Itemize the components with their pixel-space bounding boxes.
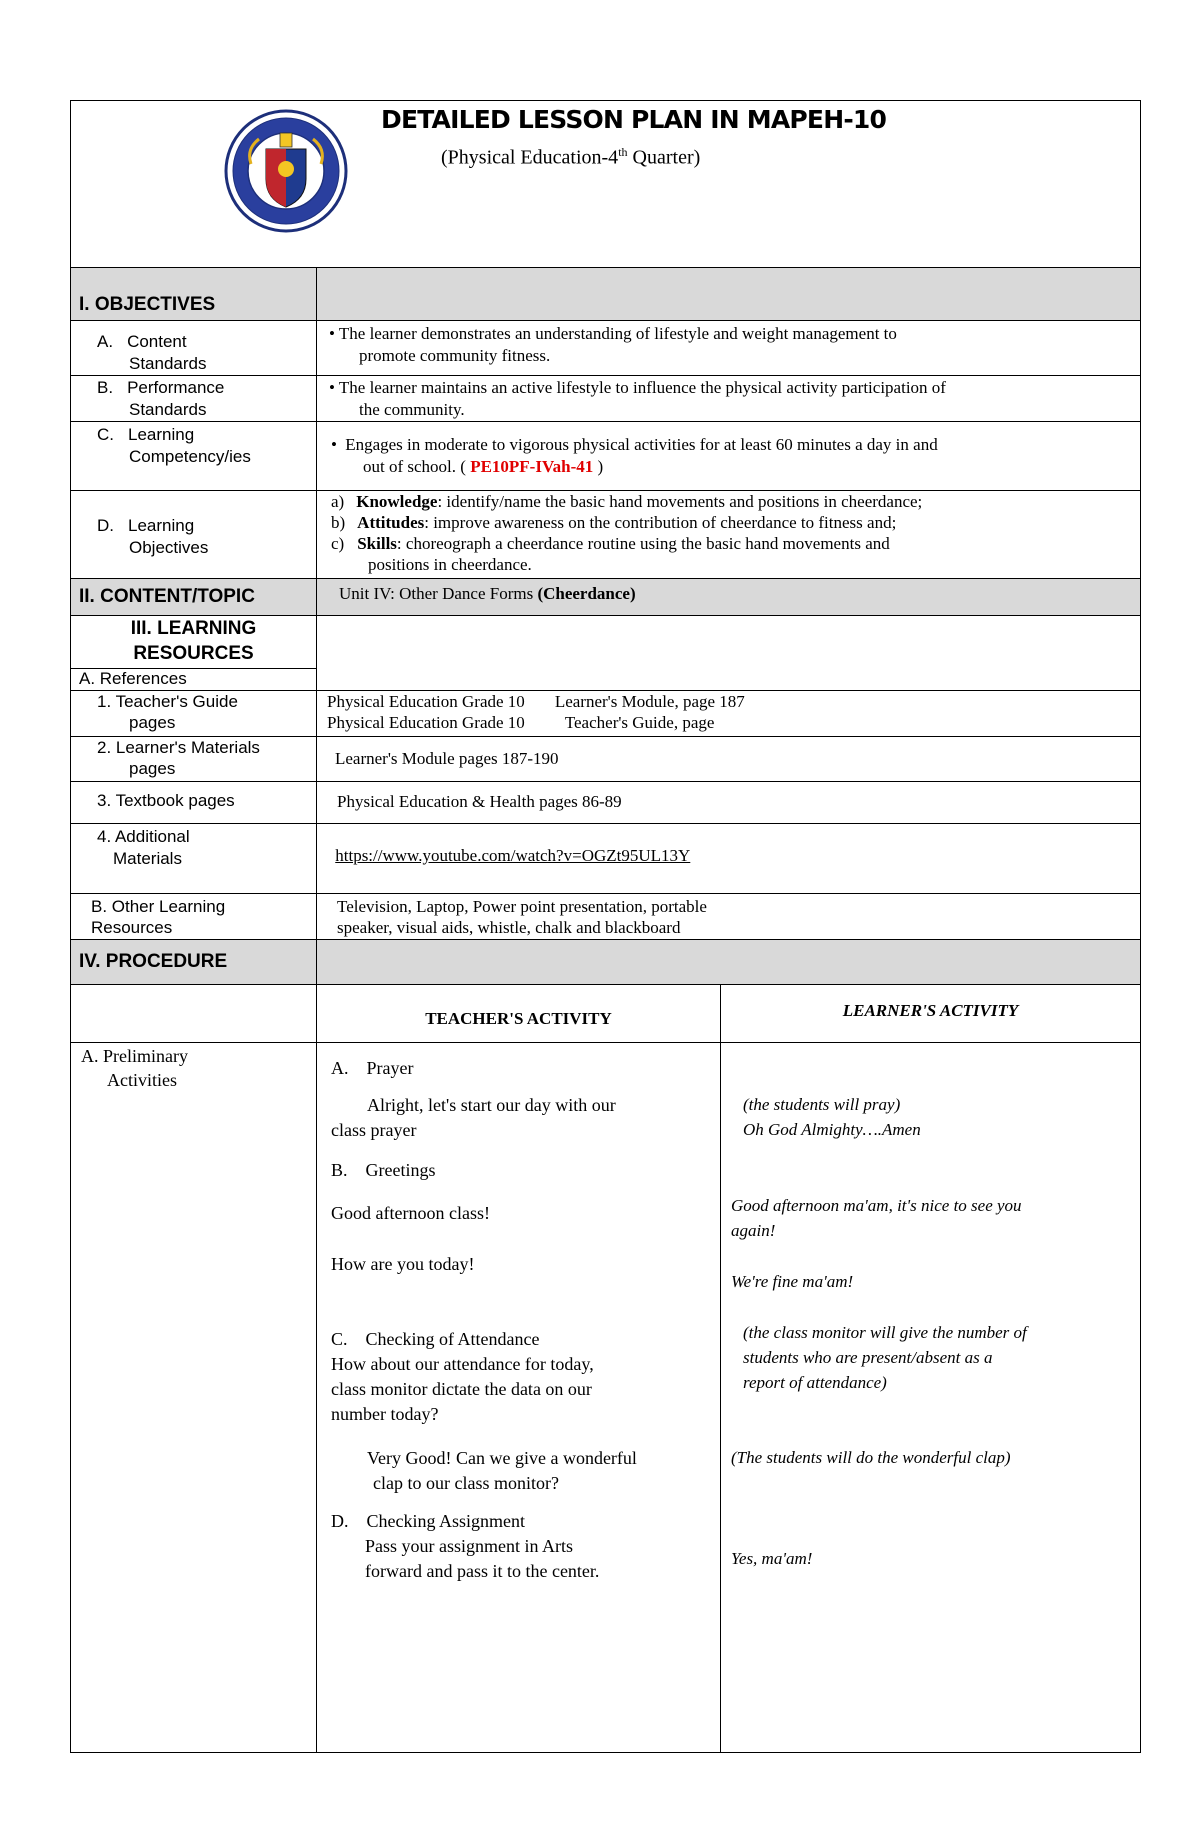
textbook-label: 3. Textbook pages xyxy=(71,782,317,824)
page-subtitle: (Physical Education-4th Quarter) xyxy=(441,145,701,169)
procedure-heading-blank xyxy=(317,940,1141,985)
performance-standards-text: • The learner maintains an active lifestyle to influence the physical activity participation of the community. xyxy=(317,376,1141,422)
objective-attitudes: b) Attitudes: improve awareness on the contribution of cheerdance to fitness and; xyxy=(331,513,897,532)
lesson-plan-table xyxy=(70,100,1141,1753)
teacher-assignment: D. Checking Assignment xyxy=(331,1511,525,1531)
textbook-text: Physical Education & Health pages 86-89 xyxy=(317,782,1141,824)
objective-skills: c) Skills: choreograph a cheerdance routine using the basic hand movements and xyxy=(331,534,890,553)
competencies-label: C. Learning Competency/ies xyxy=(71,422,317,491)
teachers-guide-text: Physical Education Grade 10 Learner's Module, page 187 Physical Education Grade 10 Teacher's Guide, page xyxy=(317,691,1141,737)
learner-activity-cell: (the students will pray) Oh God Almighty….Amen Good afternoon ma'am, it's nice to see you again! We're fine ma'am! (the class monitor will give the number of students who are present/absent as a report of attendance) (The students will do the wonderful clap) Yes, ma'am! xyxy=(721,1043,1141,1753)
resources-heading-blank xyxy=(317,616,1141,691)
header-cell xyxy=(71,101,1141,268)
competencies-text: • Engages in moderate to vigorous physical activities for at least 60 minutes a day in and out of school. ( PE10PF-IVah-41 ) xyxy=(317,422,1141,491)
teacher-activity-header: TEACHER'S ACTIVITY xyxy=(317,985,721,1043)
teacher-activity-cell: A. Prayer Alright, let's start our day with our class prayer B. Greetings Good afternoon class! How are you today! C. Checking of Attendance How about our attendance for today, class monitor dictate the data on our number today? Very Good! Can we give a wonderful clap to our class monitor? D. Checking Assignment Pass your assignment in Arts forward and pass it to the center. xyxy=(317,1043,721,1753)
teacher-prayer: A. Prayer xyxy=(331,1058,414,1078)
procedure-blank-header xyxy=(71,985,317,1043)
teachers-guide-label: 1. Teacher's Guide pages xyxy=(71,691,317,737)
competency-code: PE10PF-IVah-41 xyxy=(470,457,594,476)
preliminary-activities-label: A. Preliminary Activities xyxy=(71,1043,317,1753)
teacher-attendance: C. Checking of Attendance xyxy=(331,1329,540,1349)
content-standards-label: A. Content Standards xyxy=(71,321,317,376)
learners-materials-text: Learner's Module pages 187-190 xyxy=(317,737,1141,782)
learning-objectives-label: D. Learning Objectives xyxy=(71,491,317,579)
resources-heading: III. LEARNING RESOURCES xyxy=(71,616,317,669)
performance-standards-label: B. Performance Standards xyxy=(71,376,317,422)
lesson-plan-page xyxy=(70,100,1140,1753)
objective-skills-continued: positions in cheerdance. xyxy=(368,555,532,574)
content-heading: II. CONTENT/TOPIC xyxy=(71,579,317,616)
youtube-link[interactable]: https://www.youtube.com/watch?v=OGZt95UL13Y xyxy=(335,846,691,865)
objective-knowledge: a) Knowledge: identify/name the basic hand movements and positions in cheerdance; xyxy=(331,492,923,511)
learning-objectives-text xyxy=(317,491,1141,579)
learner-activity-header: LEARNER'S ACTIVITY xyxy=(721,985,1141,1043)
content-topic: Unit IV: Other Dance Forms (Cheerdance) xyxy=(317,579,1141,616)
procedure-heading: IV. PROCEDURE xyxy=(71,940,317,985)
content-standards-text: • The learner demonstrates an understanding of lifestyle and weight management to promote community fitness. xyxy=(317,321,1141,376)
page-title: DETAILED LESSON PLAN IN MAPEH-10 xyxy=(381,105,887,134)
teacher-greetings: B. Greetings xyxy=(331,1160,436,1180)
additional-materials-label: 4. Additional Materials xyxy=(71,824,317,894)
other-resources-text: Television, Laptop, Power point presentation, portable speaker, visual aids, whistle, chalk and blackboard xyxy=(317,894,1141,940)
objectives-heading: I. OBJECTIVES xyxy=(71,268,317,321)
deped-seal-icon xyxy=(221,109,351,234)
objectives-heading-blank xyxy=(317,268,1141,321)
references-label: A. References xyxy=(71,669,317,691)
additional-materials-text xyxy=(317,824,1141,894)
other-resources-label: B. Other Learning Resources xyxy=(71,894,317,940)
learners-materials-label: 2. Learner's Materials pages xyxy=(71,737,317,782)
